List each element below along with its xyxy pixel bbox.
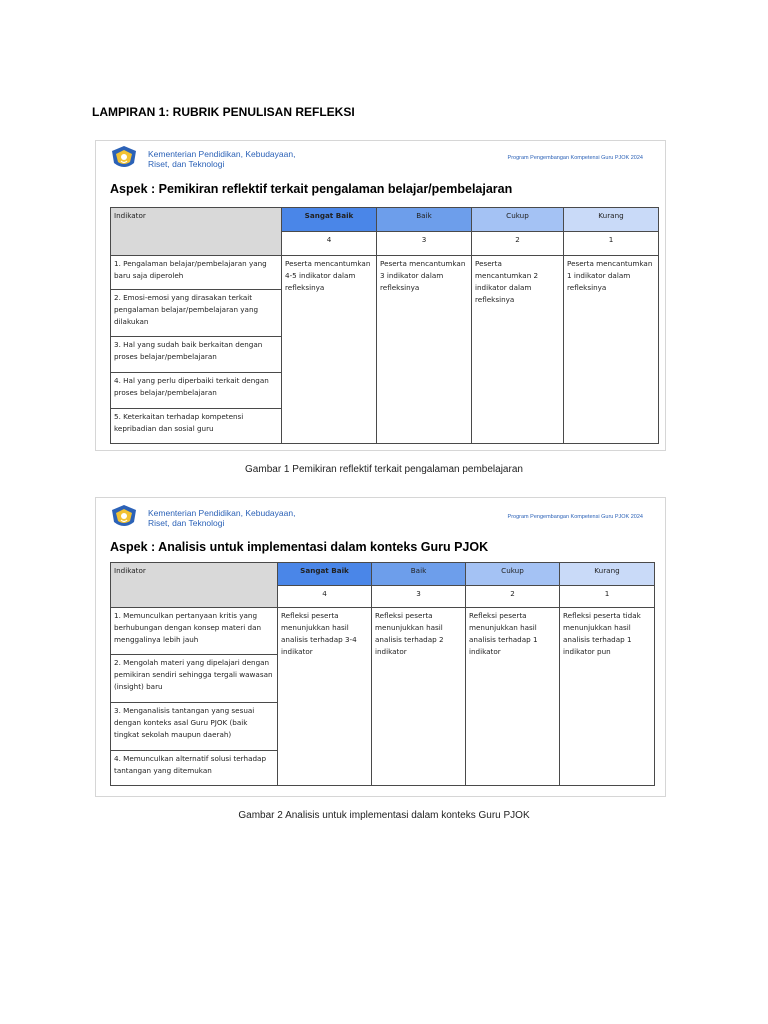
descriptor-cell: Peserta mencantumkan 1 indikator dalam refleksinya [564, 256, 659, 444]
rubric-table [110, 207, 659, 444]
tut-wuri-handayani-logo-icon [110, 145, 138, 171]
descriptor-cell: Refleksi peserta menunjukkan hasil analisis terhadap 2 indikator [372, 608, 466, 786]
table-row [111, 256, 659, 290]
score-cell: 1 [560, 586, 655, 608]
aspect-title: Aspek : Analisis untuk implementasi dalam konteks Guru PJOK [110, 540, 489, 554]
indicator-cell: 1. Pengalaman belajar/pembelajaran yang baru saja diperoleh [111, 256, 282, 290]
indicator-header: Indikator [111, 563, 278, 608]
program-name: Program Pengembangan Kompetensi Guru PJOK 2024 [507, 155, 643, 161]
score-cell: 4 [278, 586, 372, 608]
descriptor-cell: Peserta mencantumkan 3 indikator dalam refleksinya [377, 256, 472, 444]
level-header: Baik [372, 563, 466, 586]
descriptor-cell: Refleksi peserta tidak menunjukkan hasil analisis terhadap 1 indikator pun [560, 608, 655, 786]
aspect-title: Aspek : Pemikiran reflektif terkait pengalaman belajar/pembelajaran [110, 182, 513, 196]
indicator-cell: 4. Memunculkan alternatif solusi terhadap tantangan yang ditemukan [111, 751, 278, 786]
ministry-name [148, 149, 295, 169]
indicator-cell: 2. Emosi-emosi yang dirasakan terkait pengalaman belajar/pembelajaran yang dilakukan [111, 290, 282, 337]
indicator-cell: 3. Menganalisis tantangan yang sesuai dengan konteks asal Guru PJOK (baik tingkat sekolah maupun daerah) [111, 703, 278, 751]
level-header: Sangat Baik [278, 563, 372, 586]
level-header: Kurang [560, 563, 655, 586]
descriptor-cell: Refleksi peserta menunjukkan hasil analisis terhadap 1 indikator [466, 608, 560, 786]
table-row [111, 608, 655, 655]
table-header-row [111, 208, 659, 232]
ministry-line-2: Riset, dan Teknologi [148, 518, 225, 528]
ministry-name [148, 508, 295, 528]
score-cell: 3 [377, 232, 472, 256]
indicator-cell: 2. Mengolah materi yang dipelajari dengan pemikiran sendiri sehingga tergali wawasan (insight) baru [111, 655, 278, 703]
indicator-cell: 5. Keterkaitan terhadap kompetensi kepribadian dan sosial guru [111, 409, 282, 444]
level-header: Kurang [564, 208, 659, 232]
score-cell: 1 [564, 232, 659, 256]
indicator-cell: 1. Memunculkan pertanyaan kritis yang berhubungan dengan konsep materi dan menggalinya lebih jauh [111, 608, 278, 655]
program-name: Program Pengembangan Kompetensi Guru PJOK 2024 [507, 514, 643, 520]
indicator-header: Indikator [111, 208, 282, 256]
score-cell: 2 [466, 586, 560, 608]
level-header: Cukup [466, 563, 560, 586]
figure-caption: Gambar 2 Analisis untuk implementasi dalam konteks Guru PJOK [238, 810, 530, 821]
score-cell: 3 [372, 586, 466, 608]
indicator-cell: 3. Hal yang sudah baik berkaitan dengan proses belajar/pembelajaran [111, 337, 282, 373]
ministry-line-2: Riset, dan Teknologi [148, 159, 225, 169]
figure-caption: Gambar 1 Pemikiran reflektif terkait pengalaman pembelajaran [245, 464, 523, 475]
score-cell: 4 [282, 232, 377, 256]
level-header: Sangat Baik [282, 208, 377, 232]
table-header-row [111, 563, 655, 586]
ministry-line-1: Kementerian Pendidikan, Kebudayaan, [148, 508, 296, 518]
tut-wuri-handayani-logo-icon [110, 504, 138, 530]
descriptor-cell: Peserta mencantumkan 4-5 indikator dalam refleksinya [282, 256, 377, 444]
rubric-table [110, 562, 655, 786]
descriptor-cell: Peserta mencantumkan 2 indikator dalam refleksinya [472, 256, 564, 444]
indicator-cell: 4. Hal yang perlu diperbaiki terkait dengan proses belajar/pembelajaran [111, 373, 282, 409]
level-header: Baik [377, 208, 472, 232]
rubric-figure-1 [95, 140, 666, 451]
level-header: Cukup [472, 208, 564, 232]
page-heading: LAMPIRAN 1: RUBRIK PENULISAN REFLEKSI [92, 105, 355, 119]
ministry-line-1: Kementerian Pendidikan, Kebudayaan, [148, 149, 296, 159]
rubric-figure-2 [95, 497, 666, 797]
descriptor-cell: Refleksi peserta menunjukkan hasil analisis terhadap 3-4 indikator [278, 608, 372, 786]
score-cell: 2 [472, 232, 564, 256]
